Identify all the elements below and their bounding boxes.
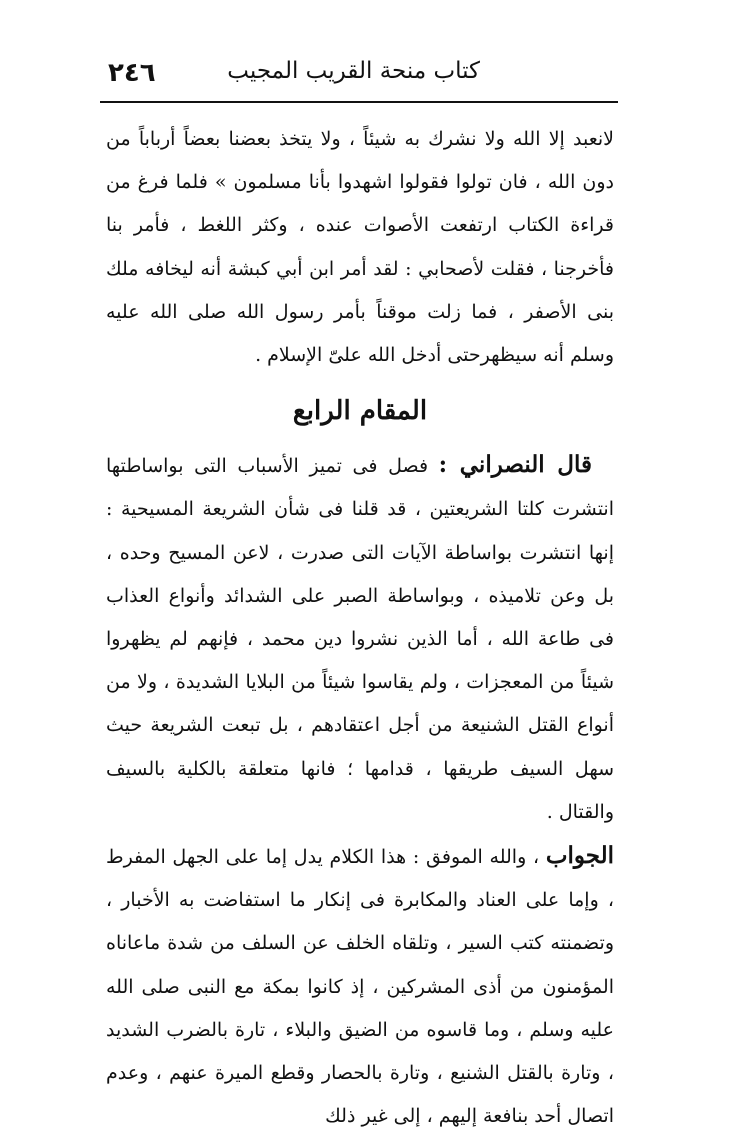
answer-text: ، والله الموفق : هذا الكلام يدل إما على الجهل المفرط ، وإما على العناد والمكابرة فى إنكار ما استفاضت به الأخبار ، وتضمنته كتب السير ، وتلقاه الخلف عن السلف من شدة ماعاناه المؤمنون من أذى المشركين ، إذ كانوا بمكة مع النبى صلى الله عليه وسلم ، وما قاسوه من الضيق والبلاء ، تارة بالضرب الشديد ، وتارة بالقتل الشنيع ، وتارة بالحصار وقطع الميرة عنهم ، وعدم اتصال أحد بنافعة إليهم ، إلى غير ذلك — [106, 846, 615, 1128]
header-rule — [100, 101, 618, 103]
answer-lead: الجواب — [545, 842, 614, 870]
page-header — [108, 52, 610, 96]
speaker-lead: قال النصراني : — [438, 451, 592, 479]
paragraph-opening: لانعبد إلا الله ولا نشرك به شيئاً ، ولا يتخذ بعضنا بعضاً أرباباً من دون الله ، فان تولوا فقولوا اشهدوا بأنا مسلمون » فلما فرغ من قراءة الكتاب ارتفعت الأصوات عنده ، وكثر اللغط ، فأمر بنا فأخرجنا ، فقلت لأصحابي : لقد أمر ابن أبي كبشة أنه ليخافه ملك بنى الأصفر ، فما زلت موقناً بأمر رسول الله صلى الله عليه وسلم أنه سيظهرحتى أدخل الله علىّ الإسلام . — [106, 128, 614, 367]
running-title: كتاب منحة القريب المجيب — [227, 58, 480, 84]
body-text — [106, 118, 614, 1138]
paragraph-answer — [106, 834, 614, 1138]
claim-text: فصل فى تميز الأسباب التى بواساطتها انتشرت كلتا الشريعتين ، قد قلنا فى شأن الشريعة المسيحية : إنها انتشرت بواساطة الآيات التى صدرت ، لاعن المسيح وحده ، بل وعن تلاميذه ، وبواساطة الصبر على الشدائد وأنواع العذاب فى طاعة الله ، أما الذين نشروا دين محمد ، فإنهم لم يظهروا شيئاً من المعجزات ، ولم يقاسوا شيئاً من البلايا الشديدة ، ولا من أنواع القتل الشنيعة من أجل اعتقادهم ، بل تبعت الشريعة حيث سهل السيف طريقها ، قدامها ؛ فانها متعلقة بالكلية بالسيف والقتال . — [106, 455, 614, 823]
section-heading: المقام الرابع — [292, 396, 428, 427]
page-number: ٢٤٦ — [108, 58, 156, 88]
paragraph-christian-claim — [106, 443, 614, 834]
